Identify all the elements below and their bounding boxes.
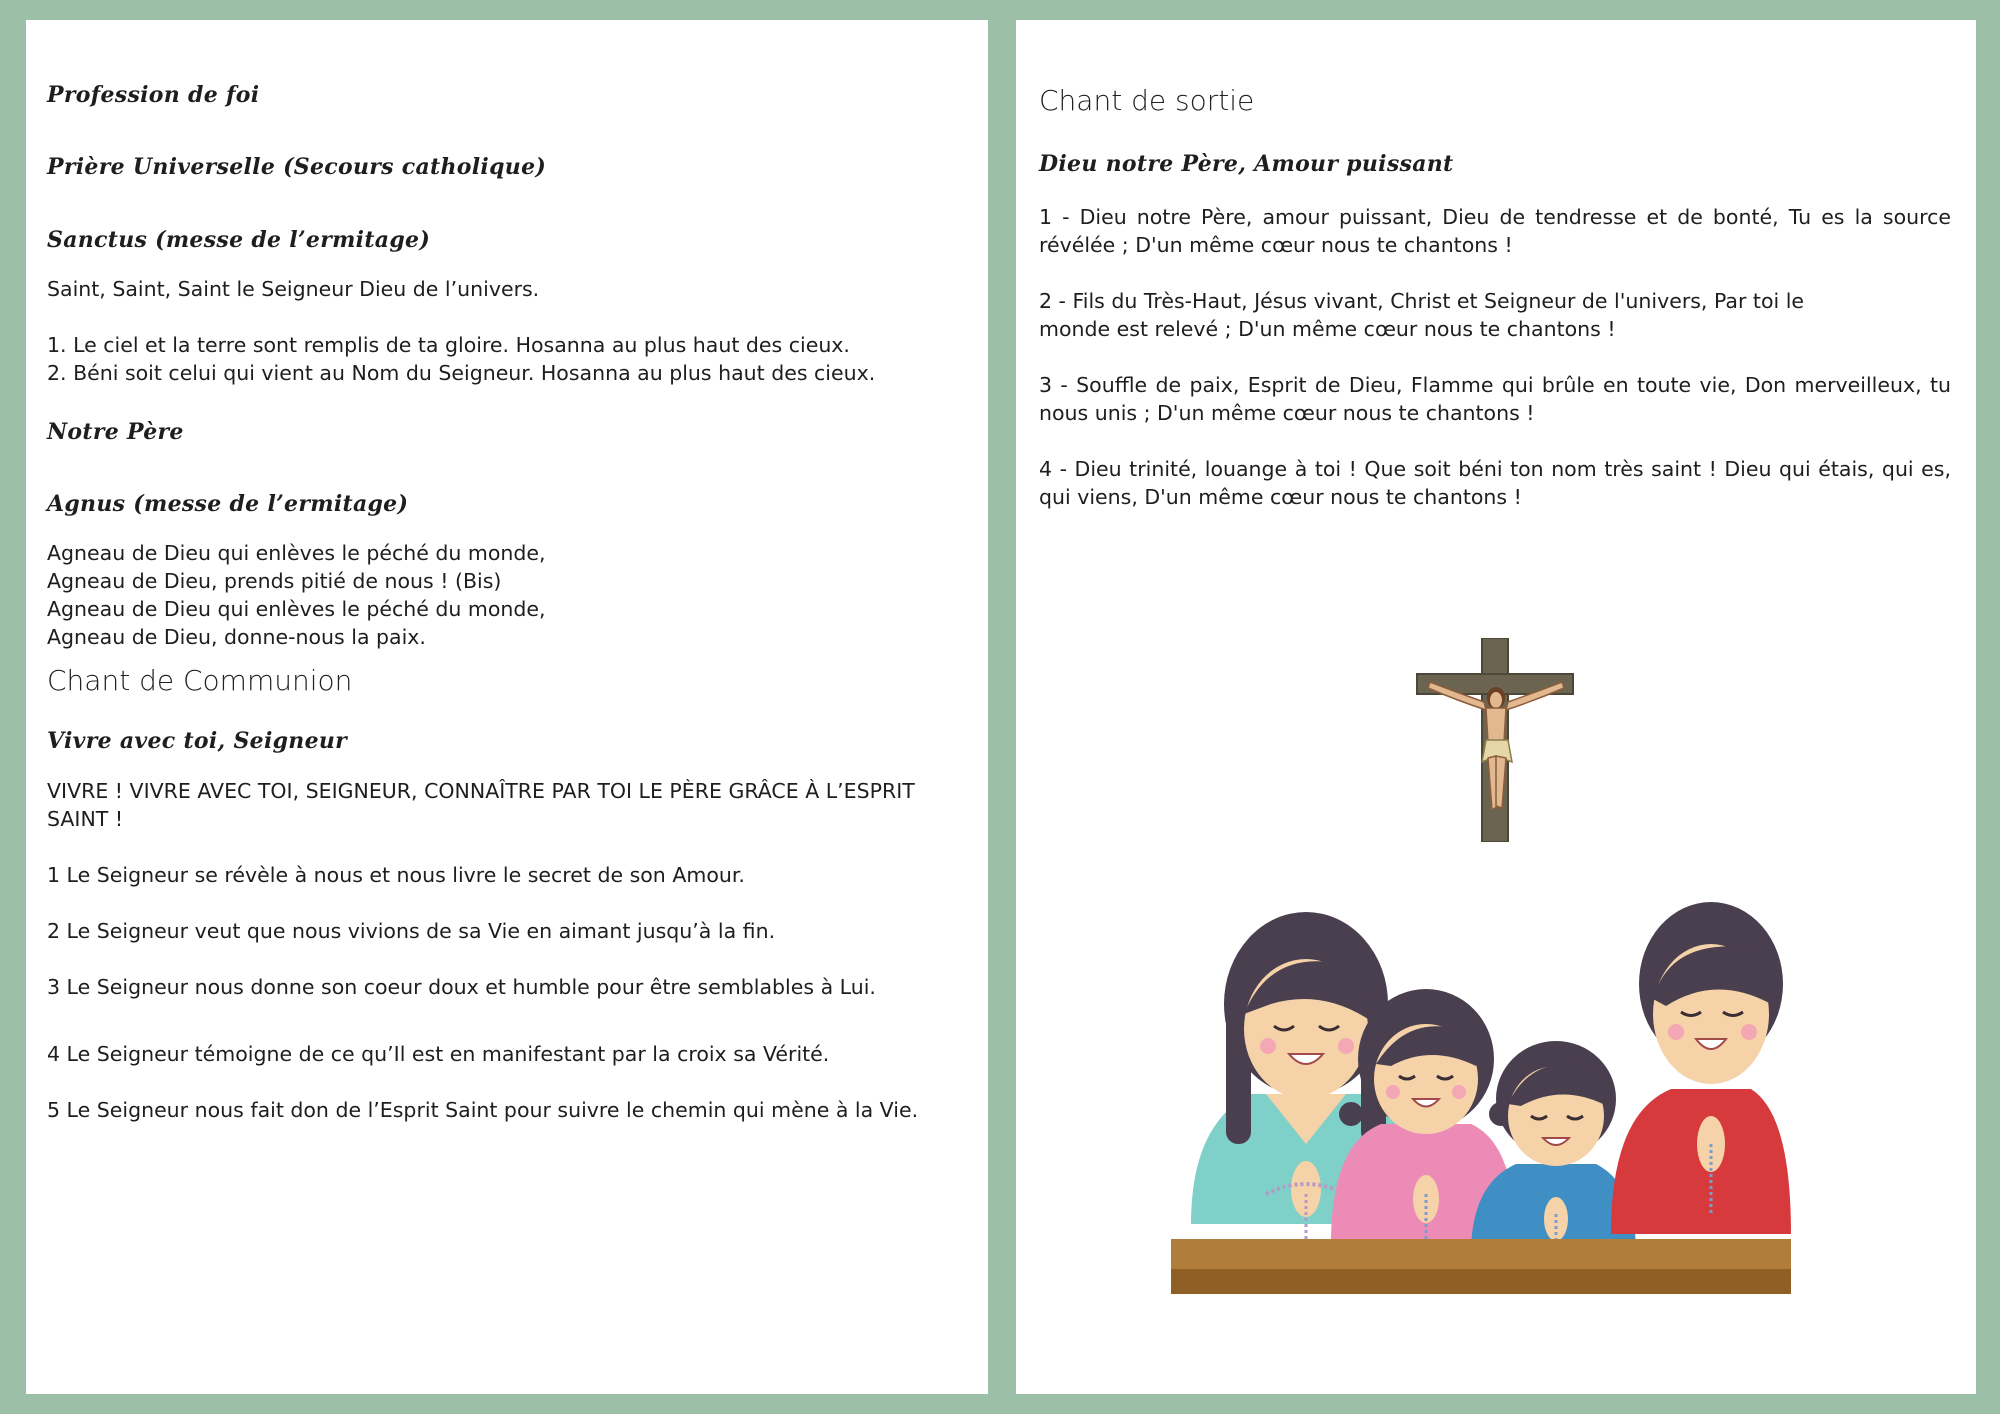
sanctus-line-1: 1. Le ciel et la terre sont remplis de ta gloire. Hosanna au plus haut des cieux. [47,333,850,357]
agnus-line-2: Agneau de Dieu, prends pitié de nous ! (Bis) [47,569,502,593]
communion-verse-3: 3 Le Seigneur nous donne son coeur doux et humble pour être semblables à Lui. [47,975,876,999]
sortie-title: Dieu notre Père, Amour puissant [1039,151,1454,177]
crucifix-icon [1416,638,1576,842]
agnus-line-1: Agneau de Dieu qui enlèves le péché du monde, [47,541,546,565]
agnus-line-3: Agneau de Dieu qui enlèves le péché du monde, [47,597,546,621]
sortie-verse-2: 2 - Fils du Très-Haut, Jésus vivant, Christ et Seigneur de l'univers, Par toi le monde est relevé ; D'un même cœur nous te chantons ! [1039,289,1805,341]
left-page [26,20,988,1394]
communion-verse-5: 5 Le Seigneur nous fait don de l’Esprit Saint pour suivre le chemin qui mène à la Vie. [47,1098,919,1122]
profession-title: Profession de foi [47,82,260,108]
sortie-heading: Chant de sortie [1039,84,1255,117]
sanctus-title: Sanctus (messe de l’ermitage) [47,227,431,253]
sortie-verse-4: 4 - Dieu trinité, louange à toi ! Que soit béni ton nom très saint ! Dieu qui étais, qui es, qui viens, D'un même cœur nous te chantons ! [1039,457,1951,509]
communion-heading: Chant de Communion [47,664,353,697]
communion-verse-2: 2 Le Seigneur veut que nous vivions de sa Vie en aimant jusqu’à la fin. [47,919,776,943]
priere-title: Prière Universelle (Secours catholique) [47,154,547,180]
communion-title: Vivre avec toi, Seigneur [47,728,348,754]
sortie-verse-1: 1 - Dieu notre Père, amour puissant, Dieu de tendresse et de bonté, Tu es la source révélée ; D'un même cœur nous te chantons ! [1039,205,1951,257]
communion-verse-1: 1 Le Seigneur se révèle à nous et nous livre le secret de son Amour. [47,863,745,887]
agnus-line-4: Agneau de Dieu, donne-nous la paix. [47,625,426,649]
father-figure [1611,902,1791,1234]
agnus-title: Agnus (messe de l’ermitage) [47,491,409,517]
communion-verse-4: 4 Le Seigneur témoigne de ce qu’Il est en manifestant par la croix sa Vérité. [47,1042,830,1066]
sanctus-line-2: 2. Béni soit celui qui vient au Nom du Seigneur. Hosanna au plus haut des cieux. [47,361,876,385]
praying-family-illustration [1171,894,1795,1294]
sanctus-intro: Saint, Saint, Saint le Seigneur Dieu de l’univers. [47,277,540,301]
notre-pere-title: Notre Père [47,419,184,445]
communion-refrain: VIVRE ! VIVRE AVEC TOI, SEIGNEUR, CONNAÎTRE PAR TOI LE PÈRE GRÂCE À L’ESPRIT SAINT ! [47,779,915,831]
sortie-verse-3: 3 - Souffle de paix, Esprit de Dieu, Flamme qui brûle en toute vie, Don merveilleux, tu nous unis ; D'un même cœur nous te chantons ! [1039,373,1951,425]
right-page [1016,20,1976,1394]
